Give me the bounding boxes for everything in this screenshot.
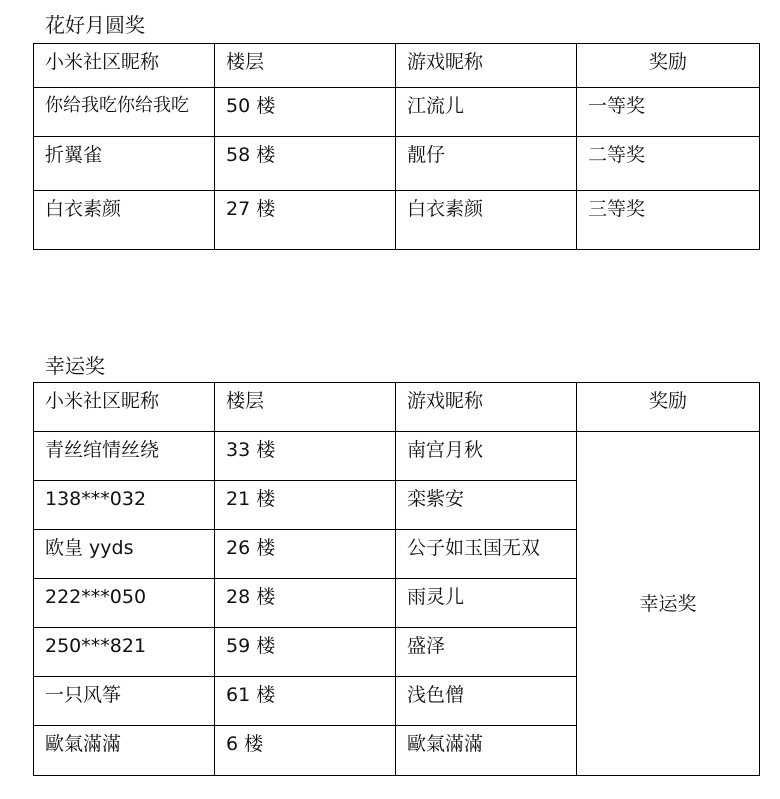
cell-community-nickname: 折翼雀 — [34, 137, 215, 191]
cell-game-nickname: 江流儿 — [396, 88, 577, 137]
header-floor: 楼层 — [215, 383, 396, 432]
cell-reward: 三等奖 — [577, 191, 760, 250]
cell-game-nickname: 白衣素颜 — [396, 191, 577, 250]
cell-reward: 一等奖 — [577, 88, 760, 137]
table-header-row — [34, 383, 760, 432]
cell-floor: 28 楼 — [215, 579, 396, 628]
cell-reward-merged: 幸运奖 — [577, 432, 760, 776]
table-header-row — [34, 44, 760, 88]
header-floor: 楼层 — [215, 44, 396, 88]
cell-floor: 21 楼 — [215, 481, 396, 530]
cell-community-nickname: 一只风筝 — [34, 677, 215, 726]
mid-autumn-award-table — [33, 43, 760, 250]
cell-community-nickname: 歐氣滿滿 — [34, 726, 215, 776]
cell-community-nickname: 250***821 — [34, 628, 215, 677]
cell-game-nickname: 靓仔 — [396, 137, 577, 191]
table-row — [34, 432, 760, 481]
header-game-nickname: 游戏昵称 — [396, 44, 577, 88]
cell-community-nickname: 欧皇 yyds — [34, 530, 215, 579]
table-row — [34, 88, 760, 137]
lucky-award-table — [33, 382, 760, 776]
cell-game-nickname: 栾紫安 — [396, 481, 577, 530]
cell-floor: 50 楼 — [215, 88, 396, 137]
cell-game-nickname: 雨灵儿 — [396, 579, 577, 628]
section-title-lucky: 幸运奖 — [45, 354, 105, 378]
cell-community-nickname: 青丝绾情丝绕 — [34, 432, 215, 481]
header-reward: 奖励 — [577, 44, 760, 88]
table-row — [34, 191, 760, 250]
cell-game-nickname: 浅色僧 — [396, 677, 577, 726]
table-row — [34, 137, 760, 191]
cell-game-nickname: 歐氣滿滿 — [396, 726, 577, 776]
cell-floor: 58 楼 — [215, 137, 396, 191]
cell-floor: 26 楼 — [215, 530, 396, 579]
section-title-mid-autumn: 花好月圆奖 — [45, 13, 145, 37]
header-community-nickname: 小米社区昵称 — [34, 44, 215, 88]
cell-reward: 二等奖 — [577, 137, 760, 191]
cell-community-nickname: 白衣素颜 — [34, 191, 215, 250]
cell-game-nickname: 南宫月秋 — [396, 432, 577, 481]
cell-community-nickname: 你给我吃你给我吃 — [34, 88, 215, 137]
cell-game-nickname: 公子如玉国无双 — [396, 530, 577, 579]
header-community-nickname: 小米社区昵称 — [34, 383, 215, 432]
cell-floor: 61 楼 — [215, 677, 396, 726]
cell-floor: 27 楼 — [215, 191, 396, 250]
cell-floor: 6 楼 — [215, 726, 396, 776]
cell-community-nickname: 138***032 — [34, 481, 215, 530]
header-reward: 奖励 — [577, 383, 760, 432]
cell-community-nickname: 222***050 — [34, 579, 215, 628]
cell-floor: 59 楼 — [215, 628, 396, 677]
cell-game-nickname: 盛泽 — [396, 628, 577, 677]
header-game-nickname: 游戏昵称 — [396, 383, 577, 432]
cell-floor: 33 楼 — [215, 432, 396, 481]
